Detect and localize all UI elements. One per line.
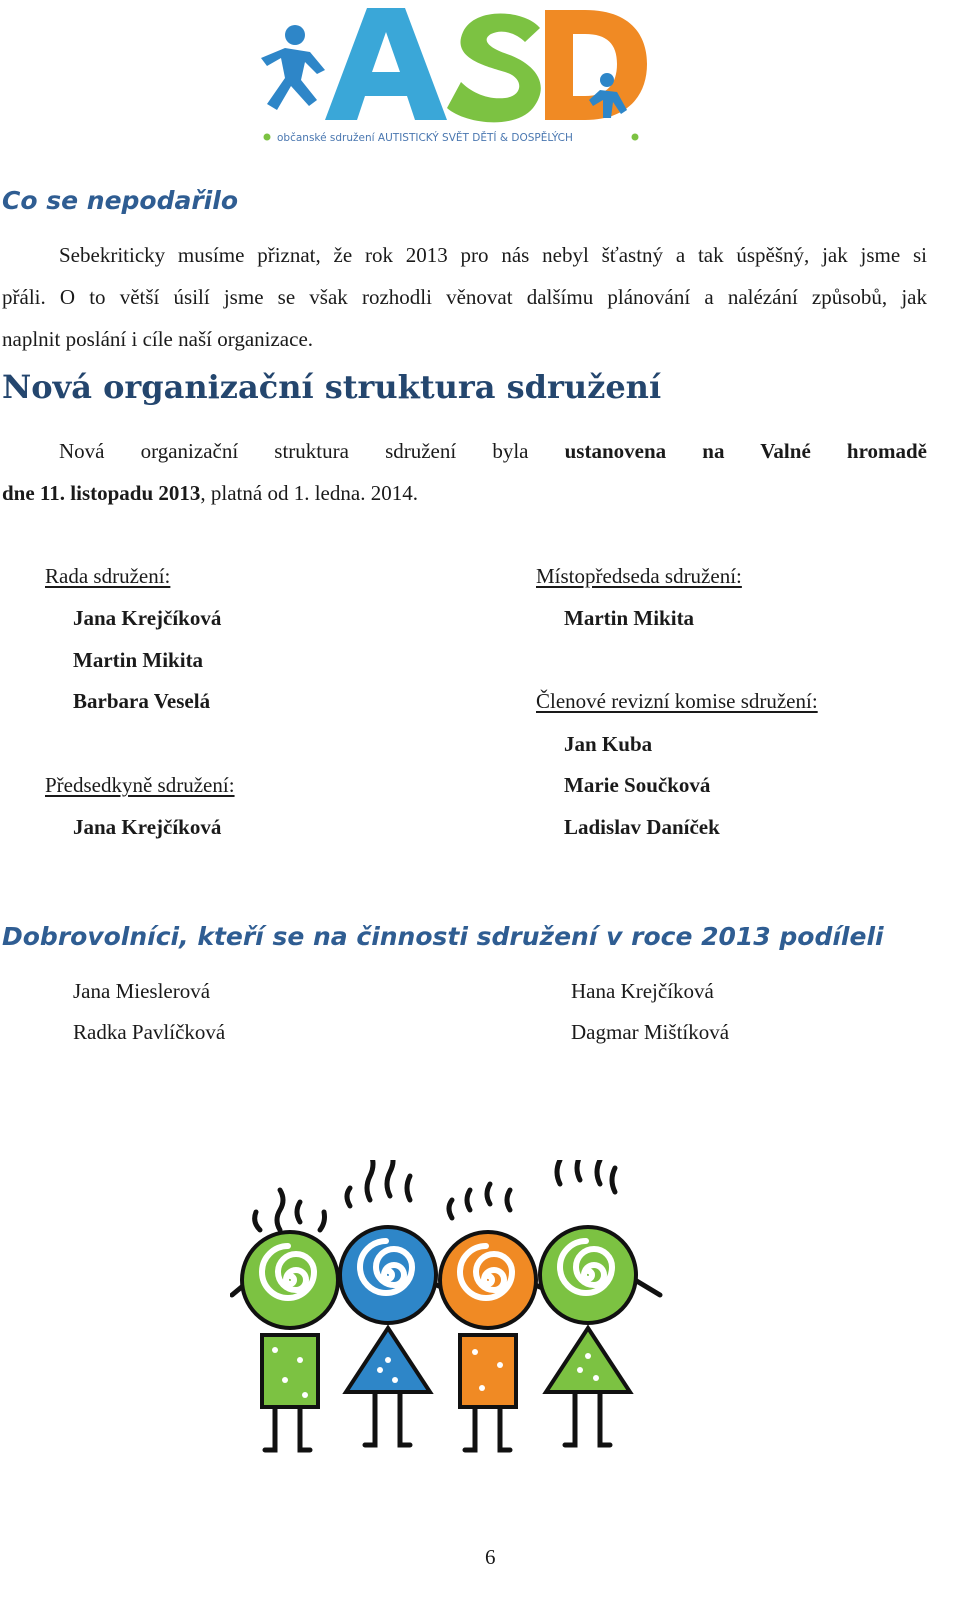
volunteer-name: Dagmar Mištíková [571,1020,730,1044]
logo-tagline: občanské sdružení AUTISTICKÝ SVĚT DĚTÍ & DOSPĚLÝCH [277,132,573,144]
heading-dobrovolnici: Dobrovolníci, kteří se na činnosti sdružení v roce 2013 podíleli [2,922,884,951]
chair-name: Jana Krejčíková [73,815,222,839]
heading-co-se-nepodarilo: Co se nepodařilo [2,186,238,215]
paragraph-section2 [2,430,927,514]
logo-letter-s [447,14,541,123]
asd-logo [255,0,650,150]
council-member: Jana Krejčíková [73,606,222,630]
paragraph-line: naplnit poslání i cíle naší organizace. [2,327,314,351]
figure-left-icon [261,25,325,110]
paragraph-section1 [2,234,927,360]
volunteer-name: Jana Mieslerová [73,979,211,1003]
text-plain: Nová organizační struktura sdružení byla [59,439,529,463]
audit-label: Členové revizní komise sdružení: [536,689,818,713]
text-bold: ustanovena na Valné hromadě [564,439,928,463]
paragraph-line [2,472,927,514]
paragraph-line [2,430,927,472]
volunteer-name: Hana Krejčíková [571,979,714,1003]
child-body-orange [460,1335,516,1407]
paragraph-line: Sebekriticky musíme přiznat, že rok 2013 pro nás nebyl šťastný a tak úspěšný, jak jsme si [59,243,927,267]
audit-member: Ladislav Daníček [564,815,720,839]
logo-letter-a [325,8,447,120]
paragraph-line: přáli. O to větší úsilí jsme se však rozhodli věnovat dalšímu plánování a nalézání způsobů, jak [2,285,927,309]
vice-label: Místopředseda sdružení: [536,564,742,588]
heading-nova-struktura: Nová organizační struktura sdružení [2,368,662,406]
chair-label: Předsedkyně sdružení: [45,773,235,797]
children-illustration [230,1160,670,1490]
text-plain: , platná od 1. ledna. 2014. [200,481,418,505]
vice-name: Martin Mikita [564,606,695,630]
page-number: 6 [485,1545,496,1569]
volunteer-name: Radka Pavlíčková [73,1020,226,1044]
council-label: Rada sdružení: [45,564,171,588]
audit-member: Jan Kuba [564,732,653,756]
child-body-green [262,1335,318,1407]
council-member: Martin Mikita [73,648,204,672]
child-body-green2 [546,1328,630,1392]
council-member: Barbara Veselá [73,689,211,713]
text-bold: dne 11. listopadu 2013 [2,481,201,505]
audit-member: Marie Součková [564,773,711,797]
